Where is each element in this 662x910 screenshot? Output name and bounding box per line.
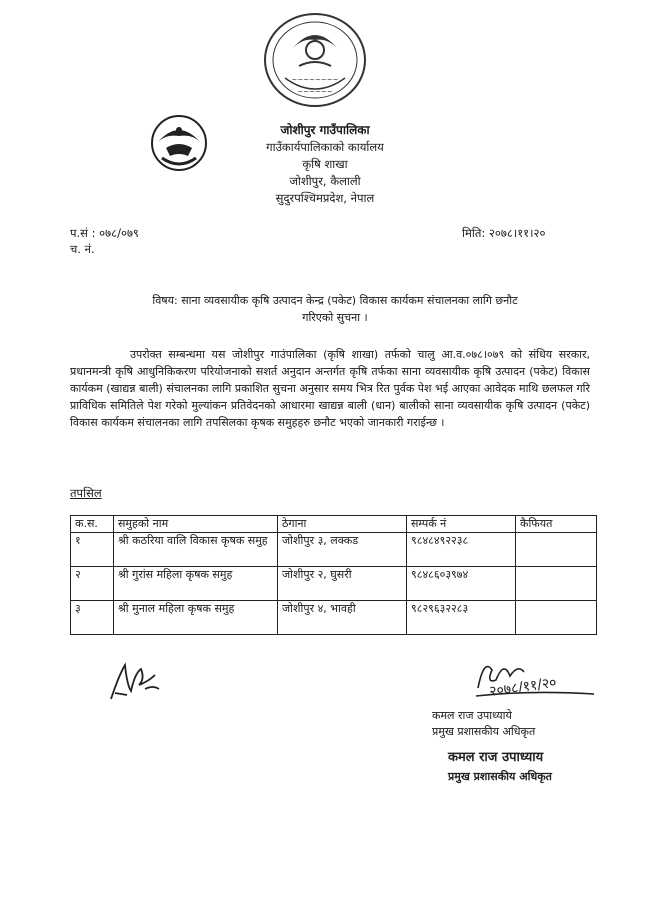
cell-sn: १ [71, 533, 114, 567]
header-group-name: समुहको नाम [114, 516, 278, 533]
header-sn: क.स. [71, 516, 114, 533]
cell-address: जोशीपुर २, घुसरी [278, 567, 407, 601]
signer-post: प्रमुख प्रशासकीय अधिकृत [432, 725, 536, 738]
table-header-row [71, 516, 597, 533]
table-row [71, 567, 597, 601]
svg-text:~~~~~~~~: ~~~~~~~~ [291, 76, 339, 84]
body-paragraph: उपरोक्त सम्बन्धमा यस जोशीपुर गाउंपालिका (कृषि शाखा) तर्फको चालु आ.व.०७८।०७९ को संधिय सरकार, प्रधानमन्त्री कृषि आधुनिकिकरण परियोजनाको सशर्त अनुदान अन्तर्गत कृषि तर्फका साना व्यवसायीक कृषि उत्पादन (पकेट) विकास कार्यकम (खाद्यन्न बाली) संचालनका लागि प्रकाशित सुचना अनुसार समय भित्र रित पुर्वक पेश भई आएका आवेदक माथि छलफल गरि प्राविधिक समितिले पेश गरेको मुल्यांकन प्रतिवेदनको आधारमा खाद्यन्न बाली (धान) बालीको साना व्यवसायीक कृषि उत्पादन (पकेट) विकास कार्यकम संचालनका लागि तपसिलका कृषक समुहहरु छनौट भएको जानकारी गराईन्छ । [70, 348, 590, 429]
cell-remarks [516, 567, 597, 601]
cell-address: जोशीपुर ३, लक्कड [278, 533, 407, 567]
cell-sn: ३ [71, 601, 114, 635]
header-address: ठेगाना [278, 516, 407, 533]
subject-line-2: गरिएको सुचना । [302, 311, 368, 324]
cell-address: जोशीपुर ४, भावही [278, 601, 407, 635]
selected-groups-table [70, 515, 597, 635]
cell-sn: २ [71, 567, 114, 601]
tapasil-label: तपसिल [70, 486, 102, 500]
patra-sankhya: प.सं : ०७८/०७९ [70, 226, 139, 240]
cell-contact: ९८२९६३२२८३ [407, 601, 516, 635]
cell-remarks [516, 533, 597, 567]
stamp-name: कमल राज उपाध्याय [448, 750, 544, 765]
header-contact: सम्पर्क नं [407, 516, 516, 533]
cell-group-name: श्री मुनाल महिला कृषक समुह [114, 601, 278, 635]
right-signature-icon [470, 650, 600, 710]
subject-line-1: विषय: साना व्यवसायीक कृषि उत्पादन केन्द्र (पकेट) विकास कार्यकम संचालनका लागि छनौट [152, 294, 518, 307]
table-row [71, 601, 597, 635]
header-remarks: कैफियत [516, 516, 597, 533]
signer-name: कमल राज उपाध्याये [432, 709, 512, 722]
office-section: कृषि शाखा [302, 157, 348, 171]
svg-text:~~~~~~: ~~~~~~ [297, 88, 333, 96]
office-seal-icon [255, 8, 375, 116]
cell-remarks [516, 601, 597, 635]
stamp-post: प्रमुख प्रशासकीय अधिकृत [448, 770, 552, 783]
chalani-number: च. नं. [70, 242, 95, 256]
letter-date: मिति: २०७८।११।२० [462, 226, 546, 240]
signature-date: २०७८/११/२० [488, 674, 558, 700]
office-address: जोशीपुर, कैलाली [289, 174, 361, 188]
office-title: जोशीपुर गाउँपालिका [280, 123, 370, 137]
cell-contact: ९८४८६०३९७४ [407, 567, 516, 601]
cell-group-name: श्री गुरांस महिला कृषक समुह [114, 567, 278, 601]
cell-group-name: श्री कठरिया वालि विकास कृषक समुह [114, 533, 278, 567]
cell-contact: ९८४८४९२२३८ [407, 533, 516, 567]
office-subtitle: गाउँकार्यपालिकाको कार्यालय [266, 140, 384, 154]
body-text [70, 346, 590, 431]
table-row [71, 533, 597, 567]
left-signature-icon [105, 655, 165, 705]
office-province: सुदुरपश्चिमप्रदेश, नेपाल [275, 191, 375, 205]
